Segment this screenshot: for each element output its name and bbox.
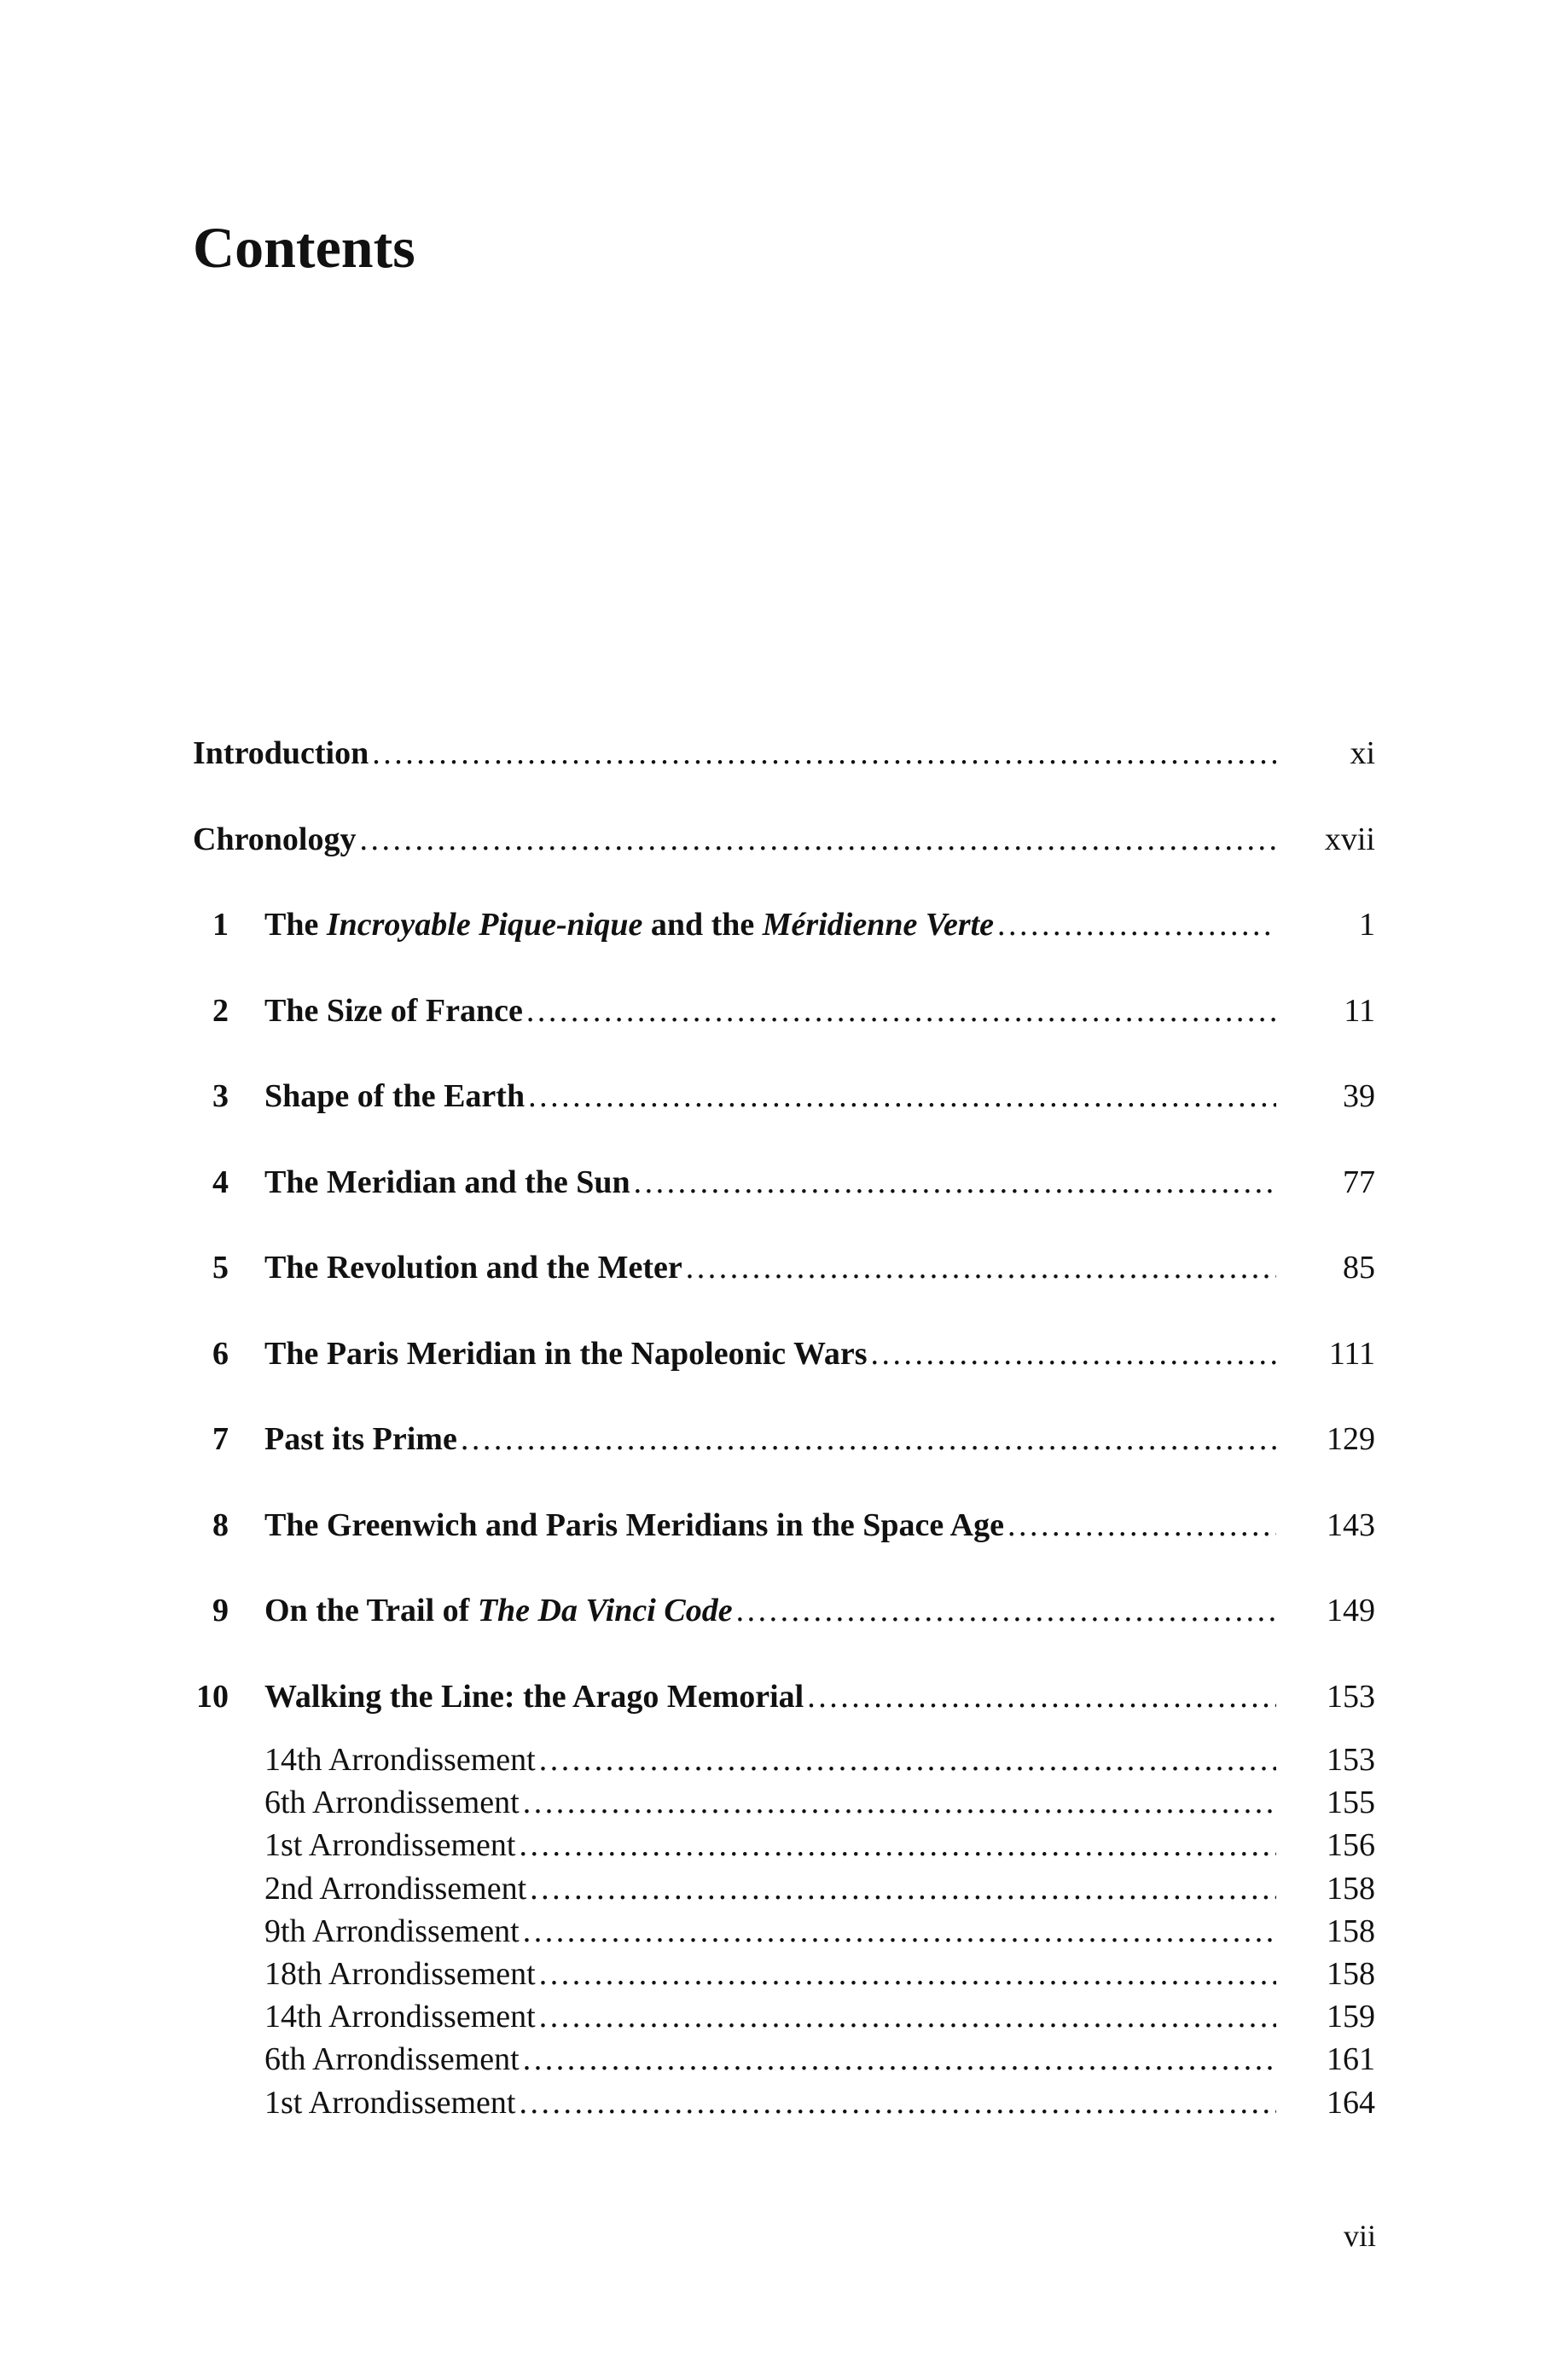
dot-leader xyxy=(530,1871,1276,1908)
page-number-ref: 156 xyxy=(1327,1827,1375,1864)
dot-leader xyxy=(736,1593,1276,1630)
page-number-ref: 153 xyxy=(1327,1742,1375,1778)
page-number-ref: 11 xyxy=(1344,992,1375,1029)
page-number-ref: 158 xyxy=(1327,1956,1375,1992)
dot-leader xyxy=(997,907,1276,944)
chapter-number: 7 xyxy=(212,1421,229,1457)
title-segment: The Size of France xyxy=(264,992,523,1029)
title-segment: Past its Prime xyxy=(264,1421,457,1457)
page-number-ref: 155 xyxy=(1327,1785,1375,1821)
title-segment: On the Trail of xyxy=(264,1593,478,1628)
dot-leader xyxy=(372,735,1276,773)
title-segment: Incroyable Pique-nique xyxy=(326,907,643,943)
dot-leader xyxy=(539,1999,1276,2036)
dot-leader xyxy=(523,1785,1276,1822)
page-number-ref: 143 xyxy=(1327,1506,1375,1543)
page-number-ref: 149 xyxy=(1327,1593,1375,1628)
toc-chapter-5 xyxy=(177,1250,1375,1287)
chapter-number: 1 xyxy=(212,907,229,943)
toc-subentry xyxy=(264,2085,1375,2122)
toc-subentry xyxy=(264,2041,1375,2079)
chapter-number: 8 xyxy=(212,1506,229,1543)
toc-entry-chronology xyxy=(193,821,1375,859)
title-segment: The Da Vinci Code xyxy=(477,1593,733,1628)
page-number-ref: 158 xyxy=(1327,1913,1375,1949)
page-number-ref: 77 xyxy=(1343,1164,1375,1200)
page-number-ref: xi xyxy=(1350,735,1375,771)
title-segment: The Paris Meridian in the Napoleonic Wars xyxy=(264,1335,868,1372)
chapter-number: 6 xyxy=(212,1335,229,1372)
dot-leader xyxy=(359,821,1276,859)
toc-subentry xyxy=(264,1999,1375,2036)
toc-subentry xyxy=(264,1913,1375,1951)
subentry-title: 6th Arrondissement xyxy=(264,2041,520,2078)
chapter-number: 2 xyxy=(212,992,229,1029)
subentry-title: 1st Arrondissement xyxy=(264,1827,516,1864)
title-segment: Chronology xyxy=(193,821,357,857)
page-number-ref: 39 xyxy=(1343,1078,1375,1114)
subentry-title: 14th Arrondissement xyxy=(264,1999,536,2035)
entry-title xyxy=(264,1250,682,1287)
title-segment: The Meridian and the Sun xyxy=(264,1164,630,1200)
toc-subentry xyxy=(264,1827,1375,1865)
title-segment: The Revolution and the Meter xyxy=(264,1250,682,1286)
dot-leader xyxy=(523,2041,1276,2079)
chapter-number: 3 xyxy=(212,1078,229,1114)
title-segment: Shape of the Earth xyxy=(264,1078,526,1114)
title-segment: and the xyxy=(642,907,763,943)
subentry-title: 14th Arrondissement xyxy=(264,1742,536,1778)
page-number-ref: 161 xyxy=(1327,2041,1375,2078)
subentry-title: 9th Arrondissement xyxy=(264,1913,520,1949)
toc-subentry xyxy=(264,1956,1375,1994)
page-number-ref: 111 xyxy=(1328,1335,1375,1372)
toc-chapter-8 xyxy=(177,1507,1375,1545)
entry-title xyxy=(264,1336,868,1373)
entry-title xyxy=(264,1679,804,1716)
toc-entry-introduction xyxy=(193,735,1375,773)
toc-chapter-7 xyxy=(177,1421,1375,1459)
chapter-number: 10 xyxy=(196,1678,229,1715)
toc-subentry xyxy=(264,1871,1375,1908)
toc-subentry xyxy=(264,1742,1375,1779)
entry-title xyxy=(193,821,356,859)
toc-chapter-10 xyxy=(177,1679,1375,1716)
dot-leader xyxy=(634,1164,1276,1202)
entry-title xyxy=(193,735,369,773)
title-segment: The Greenwich and Paris Meridians in the Space Age xyxy=(264,1506,1004,1543)
dot-leader xyxy=(871,1336,1276,1373)
title-segment: Walking the Line: the Arago Memorial xyxy=(264,1678,804,1715)
page-number-ref: 85 xyxy=(1343,1250,1375,1286)
entry-title xyxy=(264,1078,525,1116)
dot-leader xyxy=(807,1679,1276,1716)
page-number-ref: xvii xyxy=(1324,821,1375,857)
dot-leader xyxy=(519,1827,1276,1865)
dot-leader xyxy=(539,1742,1276,1779)
toc-chapter-1 xyxy=(177,907,1375,944)
subentry-title: 18th Arrondissement xyxy=(264,1956,536,1992)
chapter-number: 5 xyxy=(212,1250,229,1286)
dot-leader xyxy=(539,1956,1276,1994)
title-segment: Méridienne Verte xyxy=(762,907,995,943)
dot-leader xyxy=(1007,1507,1276,1545)
page-number-ref: 1 xyxy=(1359,907,1375,943)
title-segment: Introduction xyxy=(193,735,369,771)
entry-title xyxy=(264,993,523,1030)
dot-leader xyxy=(461,1421,1276,1459)
title-segment: The xyxy=(264,907,327,943)
subentry-title: 2nd Arrondissement xyxy=(264,1870,527,1907)
page-number-ref: 129 xyxy=(1327,1421,1375,1457)
entry-title xyxy=(264,1164,630,1202)
dot-leader xyxy=(519,2085,1276,2122)
chapter-number: 4 xyxy=(212,1164,229,1200)
dot-leader xyxy=(686,1250,1276,1287)
entry-title xyxy=(264,1507,1004,1545)
page-number-ref: 153 xyxy=(1327,1678,1375,1715)
toc-chapter-3 xyxy=(177,1078,1375,1116)
toc-chapter-4 xyxy=(177,1164,1375,1202)
page-number: vii xyxy=(1343,2219,1376,2253)
entry-title xyxy=(264,1593,733,1630)
dot-leader xyxy=(526,993,1276,1030)
toc-chapter-9 xyxy=(177,1593,1375,1630)
entry-title xyxy=(264,1421,457,1459)
toc-chapter-2 xyxy=(177,993,1375,1030)
page-number-ref: 164 xyxy=(1327,2084,1375,2121)
chapter-number: 9 xyxy=(212,1593,229,1628)
dot-leader xyxy=(523,1913,1276,1951)
page-number-ref: 158 xyxy=(1327,1870,1375,1907)
subentry-title: 1st Arrondissement xyxy=(264,2084,516,2121)
subentry-title: 6th Arrondissement xyxy=(264,1785,520,1821)
entry-title xyxy=(264,907,994,944)
page-number-ref: 159 xyxy=(1327,1999,1375,2035)
toc-chapter-6 xyxy=(177,1336,1375,1373)
page-title: Contents xyxy=(193,215,415,280)
toc-subentry xyxy=(264,1785,1375,1822)
dot-leader xyxy=(528,1078,1276,1116)
